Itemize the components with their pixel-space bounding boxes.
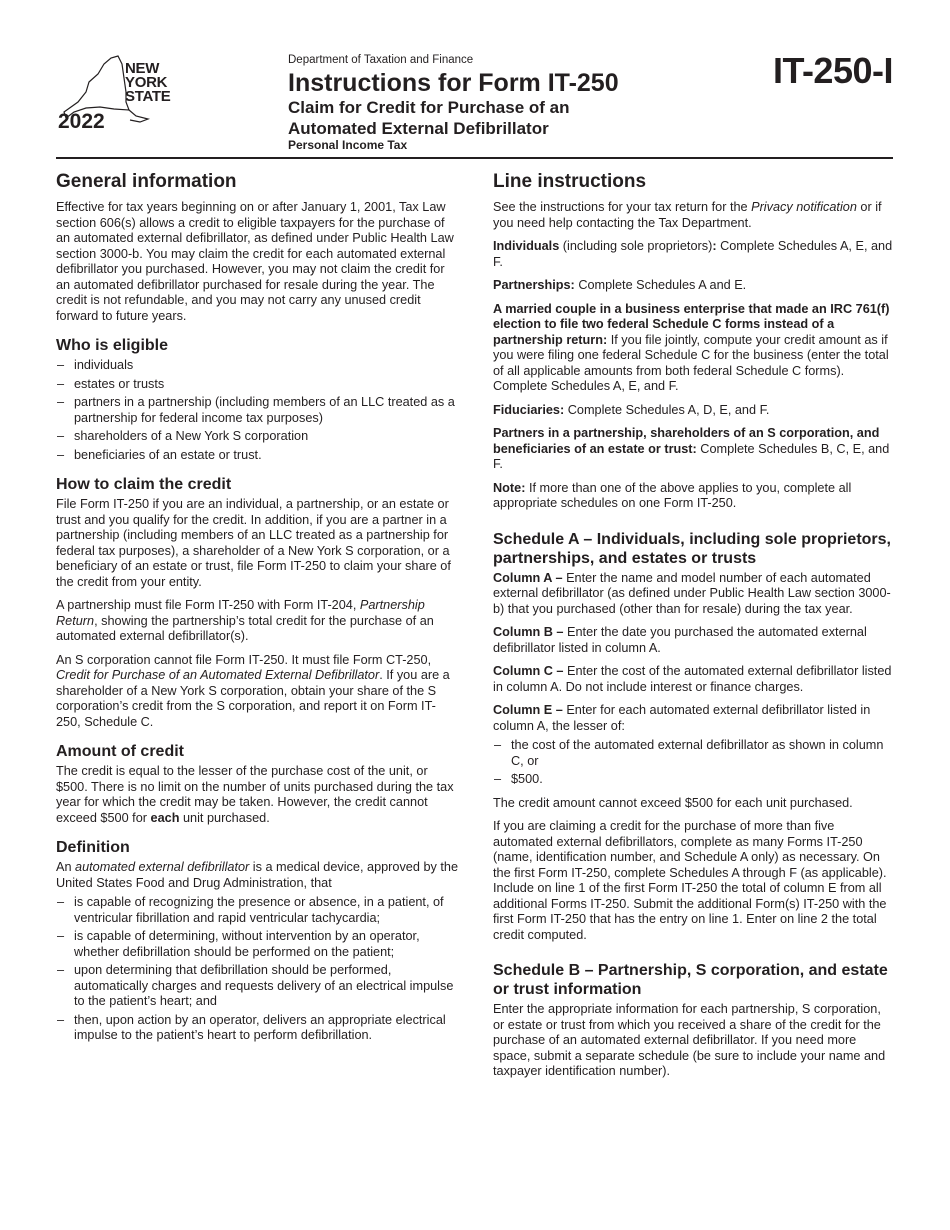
department-name: Department of Taxation and Finance bbox=[288, 54, 474, 66]
note-text: Note: If more than one of the above applies to you, complete all appropriate schedules on one Form IT-250. bbox=[493, 480, 852, 510]
column-c-text: Column C – Enter the cost of the automated external defibrillator listed in column A. Do not include interest or finance charges. bbox=[493, 664, 892, 694]
schedule-b-heading: Schedule B – Partnership, S corporation, and estate or trust information bbox=[493, 962, 888, 998]
claim-text-1: File Form IT-250 if you are an individual, a partnership, or an estate or trust and you qualify for the credit. In addition, if you are a partner in a partnership (including members of an LLC treated as a partnership for federal tax purposes), a shareholder of a New York S corporation, or a beneficiary of an estate or trust, file Form IT-250 to claim your share of the credit from your entity. bbox=[56, 497, 451, 589]
line-instructions-heading: Line instructions bbox=[493, 171, 647, 192]
fiduciaries-text: Fiduciaries: Complete Schedules A, D, E, and F. bbox=[493, 402, 770, 417]
list-item: – individuals bbox=[56, 358, 458, 374]
general-info-heading: General information bbox=[56, 171, 237, 192]
definition-heading: Definition bbox=[56, 839, 130, 856]
list-item: – estates or trusts bbox=[56, 377, 458, 393]
partnerships-text: Partnerships: Complete Schedules A and E. bbox=[493, 278, 747, 292]
page-title: Instructions for Form IT-250 bbox=[288, 69, 619, 97]
partners-text: Partners in a partnership, shareholders of an S corporation, and beneficiaries of an estate or trust: Complete Schedules B, C, E, and F. bbox=[493, 426, 890, 471]
column-e-list bbox=[493, 738, 895, 788]
header-divider bbox=[56, 157, 893, 159]
list-item: – is capable of determining, without intervention by an operator, whether defibrillation should be performed on the patient; bbox=[56, 929, 458, 960]
general-info-text: Effective for tax years beginning on or after January 1, 2001, Tax Law section 606(s) allows a credit to eligible taxpayers for the purchase of an automated external defibrillator, as defined under Public Health Law section 3000-b. You may claim the credit for each automated external defibrillator you purchased. However, you may not claim the credit for an automated defibrillator purchased for resale during the year. The credit is not refundable, and you may not carry any unused credit forward to future years. bbox=[56, 200, 454, 323]
list-item: – partners in a partnership (including members of an LLC treated as a partnership for federal income tax purposes) bbox=[56, 395, 458, 426]
amount-text: The credit is equal to the lesser of the purchase cost of the unit, or $500. There is no limit on the number of units purchased during the tax year for which the credit may be taken. However, the credit cannot exceed $500 for each unit purchased. bbox=[56, 764, 454, 825]
definition-list bbox=[56, 895, 458, 1044]
married-couple-text: A married couple in a business enterprise that made an IRC 761(f) election to file two federal Schedule C forms instead of a partnership return: If you file jointly, compute your credit amount as if you were filing one federal Schedule C for the business (enter the total of all applicable amounts from both federal Schedule C forms). Complete Schedules A, E, and F. bbox=[493, 301, 890, 393]
list-item: – $500. bbox=[493, 772, 895, 788]
list-item: – beneficiaries of an estate or trust. bbox=[56, 448, 458, 464]
line-intro-text: See the instructions for your tax return for the Privacy notification or if you need help contacting the Tax Department. bbox=[493, 200, 882, 230]
list-item: – is capable of recognizing the presence or absence, in a patient, of ventricular fibrillation and rapid ventricular tachycardia; bbox=[56, 895, 458, 926]
list-item: – then, upon action by an operator, delivers an appropriate electrical impulse to the patient’s heart to perform defibrillation. bbox=[56, 1013, 458, 1044]
amount-heading: Amount of credit bbox=[56, 743, 184, 760]
claim-heading: How to claim the credit bbox=[56, 476, 232, 493]
definition-text: An automated external defibrillator is a medical device, approved by the United States Food and Drug Administration, that bbox=[56, 860, 459, 890]
list-item: – shareholders of a New York S corporation bbox=[56, 429, 458, 445]
eligible-list bbox=[56, 358, 458, 463]
logo-wordmark: NEW YORK STATE bbox=[125, 60, 171, 105]
multiple-units-text: If you are claiming a credit for the purchase of more than five automated external defibrillators, complete as many Forms IT-250 (name, identification number, and Schedule A only) as necessary. On the first Form IT-250, complete Schedules A through F (as applicable). Include on line 1 of the first Form IT-250 the total of column E from all additional Forms IT-250. Submit the additional Form(s) IT-250 with the first Form IT-250 that has the entry on line 1. Enter on line 2 the total credit computed. bbox=[493, 819, 887, 942]
list-item: – upon determining that defibrillation should be performed, automatically charges and requests delivery of an electrical impulse to the patient’s heart; and bbox=[56, 963, 458, 1010]
column-e-text: Column E – Enter for each automated external defibrillator listed in column A, the lesser of: bbox=[493, 703, 871, 733]
column-b-text: Column B – Enter the date you purchased the automated external defibrillator listed in column A. bbox=[493, 625, 867, 655]
page-subtitle: Claim for Credit for Purchase of an Automated External Defibrillator bbox=[288, 98, 570, 138]
claim-text-3: An S corporation cannot file Form IT-250. It must file Form CT-250, Credit for Purchase of an Automated External Defibrillator. If you are a shareholder of a New York S corporation, obtain your share of the S corporation’s credit from the S corporation, and report it on Form IT-250, Schedule C. bbox=[56, 652, 450, 729]
right-column bbox=[493, 170, 895, 1088]
list-item: – the cost of the automated external defibrillator as shown in column C, or bbox=[493, 738, 895, 769]
tax-type: Personal Income Tax bbox=[288, 138, 408, 152]
claim-text-2: A partnership must file Form IT-250 with Form IT-204, Partnership Return, showing the partnership’s total credit for the purchase of an automated external defibrillator(s). bbox=[56, 598, 434, 643]
individuals-text: Individuals (including sole proprietors): Complete Schedules A, E, and F. bbox=[493, 239, 893, 269]
logo-year: 2022 bbox=[58, 110, 105, 133]
who-eligible-heading: Who is eligible bbox=[56, 337, 169, 354]
schedule-b-text: Enter the appropriate information for each partnership, S corporation, or estate or trust from which you received a share of the credit for the purchase of an automated external defibrillator. If you need more space, submit a separate schedule (be sure to include your name and taxpayer identification number). bbox=[493, 1002, 886, 1078]
form-number: IT-250-I bbox=[772, 50, 893, 91]
column-a-text: Column A – Enter the name and model number of each automated external defibrillator (as defined under Public Health Law section 3000-b) that you purchased (other than for resale) during the tax year. bbox=[493, 570, 891, 616]
credit-limit-text: The credit amount cannot exceed $500 for each unit purchased. bbox=[493, 795, 853, 810]
left-column bbox=[56, 170, 458, 1052]
schedule-a-heading: Schedule A – Individuals, including sole proprietors, partnerships, and estates or trusts bbox=[493, 530, 891, 567]
